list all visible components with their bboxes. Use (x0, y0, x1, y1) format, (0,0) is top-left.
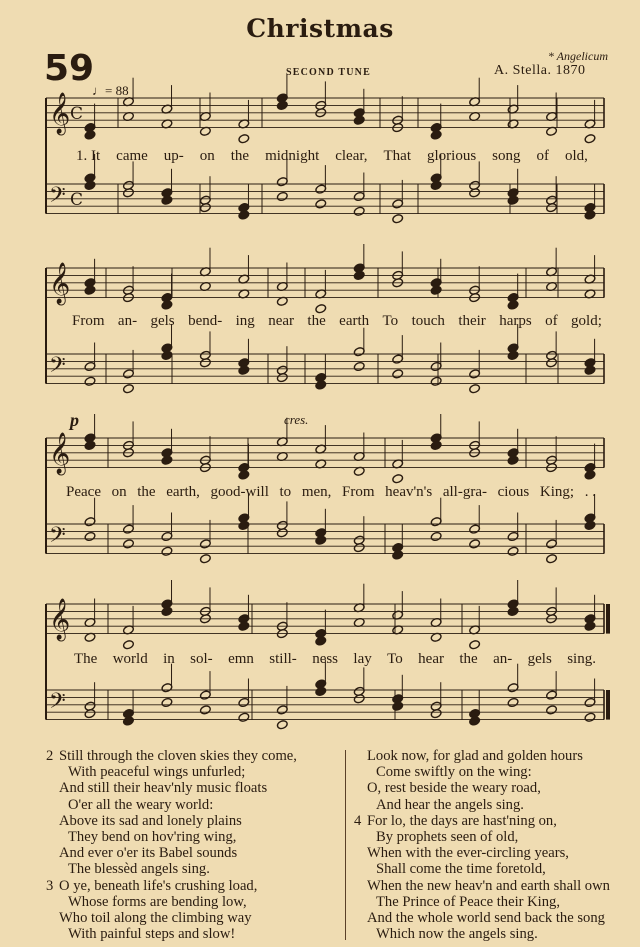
lyric-syllable: bend- (188, 313, 223, 329)
verse-line (46, 894, 346, 910)
lyric-syllable: near (268, 313, 295, 329)
verse-text: With painful steps and slow! (68, 926, 236, 943)
common-time-icon: C (70, 104, 84, 124)
note-head (84, 708, 96, 718)
hymn-number: 59 (44, 48, 95, 89)
note-head (507, 350, 519, 360)
verse-text: And ever o'er its Babel sounds (59, 845, 238, 862)
verse-text: Still through the cloven skies they come, (59, 748, 297, 764)
verse-line (46, 845, 346, 861)
note-head (584, 470, 596, 480)
verse-text: O, rest beside the weary road, (367, 780, 541, 797)
lyric-syllable: their (458, 313, 486, 329)
lyric-syllable: earth, (166, 484, 200, 500)
verse-line (46, 780, 346, 796)
note-head (507, 195, 519, 205)
verse-line (354, 780, 639, 796)
lyric-syllable: of (536, 148, 549, 164)
note-head (507, 300, 519, 310)
lyric-syllable: in (163, 651, 175, 667)
lyric-syllable: midnight (265, 148, 320, 164)
note-head (238, 621, 250, 631)
lyric-syllable: on (111, 484, 127, 500)
note-head (469, 188, 481, 198)
verse-line (46, 910, 346, 926)
verses-right-column (354, 748, 639, 942)
note-head (315, 636, 327, 646)
lyric-syllable: . . (584, 484, 596, 500)
note-head (199, 553, 211, 563)
note-head (584, 210, 596, 220)
bass-clef-icon: 𝄢 (49, 353, 66, 383)
note-head (122, 539, 134, 549)
lyric-syllable: all-gra- (442, 484, 487, 500)
lyric-line-3 (66, 484, 596, 501)
lyric-syllable: Peace (66, 484, 101, 500)
note-head (507, 606, 519, 616)
verse-line (354, 748, 639, 764)
note-head (353, 206, 365, 216)
lyric-syllable: the (459, 651, 478, 667)
note-head (430, 285, 442, 295)
note-head (353, 361, 365, 371)
note-head (392, 550, 404, 560)
note-head (315, 199, 327, 209)
lyric-syllable: on (199, 148, 215, 164)
note-head (84, 376, 96, 386)
note-head (546, 358, 558, 368)
lyric-syllable: From (72, 313, 105, 329)
lyric-syllable: touch (411, 313, 445, 329)
lyric-syllable: to (279, 484, 292, 500)
tune-name: SECOND TUNE (286, 67, 371, 78)
note-head (161, 195, 173, 205)
lyric-syllable: gels (150, 313, 175, 329)
note-head (122, 716, 134, 726)
note-head (276, 100, 288, 110)
note-head (238, 133, 250, 143)
note-head (584, 520, 596, 530)
verse-line (354, 813, 639, 829)
bass-clef-icon: 𝄢 (49, 689, 66, 719)
note-head (161, 300, 173, 310)
lyric-syllable: an- (493, 651, 513, 667)
note-head (507, 455, 519, 465)
note-head (84, 531, 96, 541)
column-divider (345, 750, 346, 940)
note-head (84, 180, 96, 190)
note-head (584, 133, 596, 143)
verse-text: The Prince of Peace their King, (376, 893, 560, 910)
note-head (546, 553, 558, 563)
note-head (315, 686, 327, 696)
note-head (276, 528, 288, 538)
lyric-syllable: world (112, 651, 148, 667)
note-head (392, 213, 404, 223)
verse-line (354, 845, 639, 861)
note-head (469, 639, 481, 649)
note-head (469, 383, 481, 393)
lyric-syllable: of (545, 313, 558, 329)
note-head (122, 639, 134, 649)
verse-line (354, 797, 639, 813)
verse-number: 3 (46, 877, 54, 894)
composer-credit: A. Stella. 1870 (494, 63, 586, 78)
verse-line (46, 926, 346, 942)
note-head (84, 130, 96, 140)
lyric-syllable: gold; (571, 313, 602, 329)
note-head (276, 191, 288, 201)
note-head (315, 380, 327, 390)
note-head (392, 701, 404, 711)
note-head (430, 708, 442, 718)
note-head (199, 358, 211, 368)
verse-text: Shall come the time foretold, (376, 861, 546, 878)
lyric-syllable: gels (527, 651, 552, 667)
lyric-syllable: old, (564, 148, 588, 164)
note-head (584, 712, 596, 722)
verse-line (46, 764, 346, 780)
verse-text: With peaceful wings unfurled; (68, 764, 246, 781)
lyric-syllable: still- (269, 651, 297, 667)
verse-text: They bend on hov'ring wing, (68, 829, 237, 846)
note-head (238, 470, 250, 480)
lyric-line-1 (76, 148, 588, 165)
verse-text: When the new heav'n and earth shall own (367, 877, 610, 894)
verse-text: For lo, the days are hast'ning on, (367, 812, 557, 829)
note-head (238, 210, 250, 220)
crescendo-marking: cres. (284, 412, 309, 427)
note-head (353, 115, 365, 125)
verse-text: The blessèd angels sing. (68, 861, 210, 878)
note-head (507, 546, 519, 556)
note-head (392, 369, 404, 379)
note-head (122, 383, 134, 393)
note-head (238, 712, 250, 722)
verse-line (354, 878, 639, 894)
verse-number: 4 (354, 812, 362, 829)
lyric-syllable: harps (499, 313, 532, 329)
lyric-syllable: sing. (567, 651, 596, 667)
verse-text: And the whole world send back the song (367, 910, 605, 927)
note-head (276, 719, 288, 729)
note-head (430, 440, 442, 450)
verse-text: O'er all the weary world: (68, 796, 214, 813)
verse-text: Whose forms are bending low, (68, 893, 247, 910)
verse-text: Come swiftly on the wing: (376, 764, 532, 781)
lyric-syllable: the (230, 148, 250, 164)
lyric-syllable: up- (163, 148, 184, 164)
treble-clef-icon: 𝄞 (49, 93, 71, 134)
lyric-syllable: clear, (335, 148, 368, 164)
verses-left-column (46, 748, 346, 942)
note-head (315, 535, 327, 545)
treble-clef-icon: 𝄞 (49, 263, 71, 304)
note-head (122, 188, 134, 198)
lyric-syllable: 1. It (76, 148, 101, 164)
lyric-syllable: King; (539, 484, 575, 500)
verse-line (354, 926, 639, 942)
note-head (276, 372, 288, 382)
lyric-syllable: sol- (190, 651, 213, 667)
verse-text: Look now, for glad and golden hours (367, 748, 583, 764)
lyric-syllable: earth (339, 313, 370, 329)
note-head (161, 697, 173, 707)
verse-text: O ye, beneath life's crushing load, (59, 877, 258, 894)
verse-line (354, 894, 639, 910)
treble-clef-icon: 𝄞 (49, 433, 71, 474)
note-head (546, 705, 558, 715)
note-head (353, 694, 365, 704)
note-head (546, 202, 558, 212)
note-head (199, 202, 211, 212)
verse-line (354, 764, 639, 780)
lyric-syllable: an- (117, 313, 138, 329)
note-head (430, 531, 442, 541)
lyric-line-4 (74, 651, 596, 668)
verse-text: When with the ever-circling years, (367, 845, 569, 862)
lyric-syllable: cious (497, 484, 530, 500)
piano-marking: p (70, 410, 79, 430)
note-head (84, 440, 96, 450)
verse-text: Above its sad and lonely plains (59, 812, 242, 829)
note-head (469, 716, 481, 726)
lyric-syllable: heav'n's (385, 484, 433, 500)
note-head (353, 270, 365, 280)
note-head (161, 350, 173, 360)
lyric-syllable: glorious (426, 148, 477, 164)
note-head (392, 473, 404, 483)
note-head (238, 365, 250, 375)
note-head (430, 180, 442, 190)
verse-text: And hear the angels sing. (376, 796, 524, 813)
lyric-syllable: ness (312, 651, 339, 667)
lyric-syllable: emn (228, 651, 254, 667)
verse-text: By prophets seen of old, (376, 829, 519, 846)
lyric-syllable: the (137, 484, 156, 500)
verse-line (46, 748, 346, 764)
note-head (161, 455, 173, 465)
lyric-syllable: came (116, 148, 148, 164)
treble-clef-icon: 𝄞 (49, 599, 71, 640)
lyric-syllable: men, (301, 484, 332, 500)
bass-clef-icon: 𝄢 (49, 183, 66, 213)
lyric-syllable: good-will (210, 484, 269, 500)
lyric-syllable: hear (418, 651, 444, 667)
lyric-syllable: The (74, 651, 98, 667)
note-head (161, 546, 173, 556)
tune-note: * Angelicum (547, 49, 608, 63)
note-head (161, 606, 173, 616)
lyric-syllable: song (492, 148, 521, 164)
note-head (84, 285, 96, 295)
note-head (430, 130, 442, 140)
note-head (584, 621, 596, 631)
lyric-syllable: lay (353, 651, 372, 667)
note-head (430, 376, 442, 386)
note-head (353, 542, 365, 552)
verse-line (46, 797, 346, 813)
verse-text: Which now the angels sing. (376, 926, 538, 943)
verse-number: 2 (46, 748, 54, 764)
verse-line (46, 878, 346, 894)
note-head (507, 697, 519, 707)
bass-clef-icon: 𝄢 (49, 523, 66, 553)
common-time-icon: C (70, 190, 84, 210)
verse-line (354, 910, 639, 926)
lyric-syllable: To (387, 651, 403, 667)
verse-line (46, 829, 346, 845)
lyric-syllable: the (307, 313, 326, 329)
lyric-line-2 (72, 313, 602, 330)
tempo-marking: ♩= 88 (92, 83, 129, 98)
note-head (584, 365, 596, 375)
verse-line (354, 829, 639, 845)
page-title: Christmas (246, 14, 394, 43)
note-head (199, 705, 211, 715)
verse-line (46, 813, 346, 829)
note-head (469, 539, 481, 549)
verse-text: Who toil along the climbing way (59, 910, 252, 927)
verse-text: And still their heav'nly music floats (59, 780, 268, 797)
lyric-syllable: From (342, 484, 375, 500)
verse-line (354, 861, 639, 877)
lyric-syllable: ing (235, 313, 255, 329)
verse-line (46, 861, 346, 877)
lyric-syllable: To (382, 313, 399, 329)
lyric-syllable: That (383, 148, 411, 164)
